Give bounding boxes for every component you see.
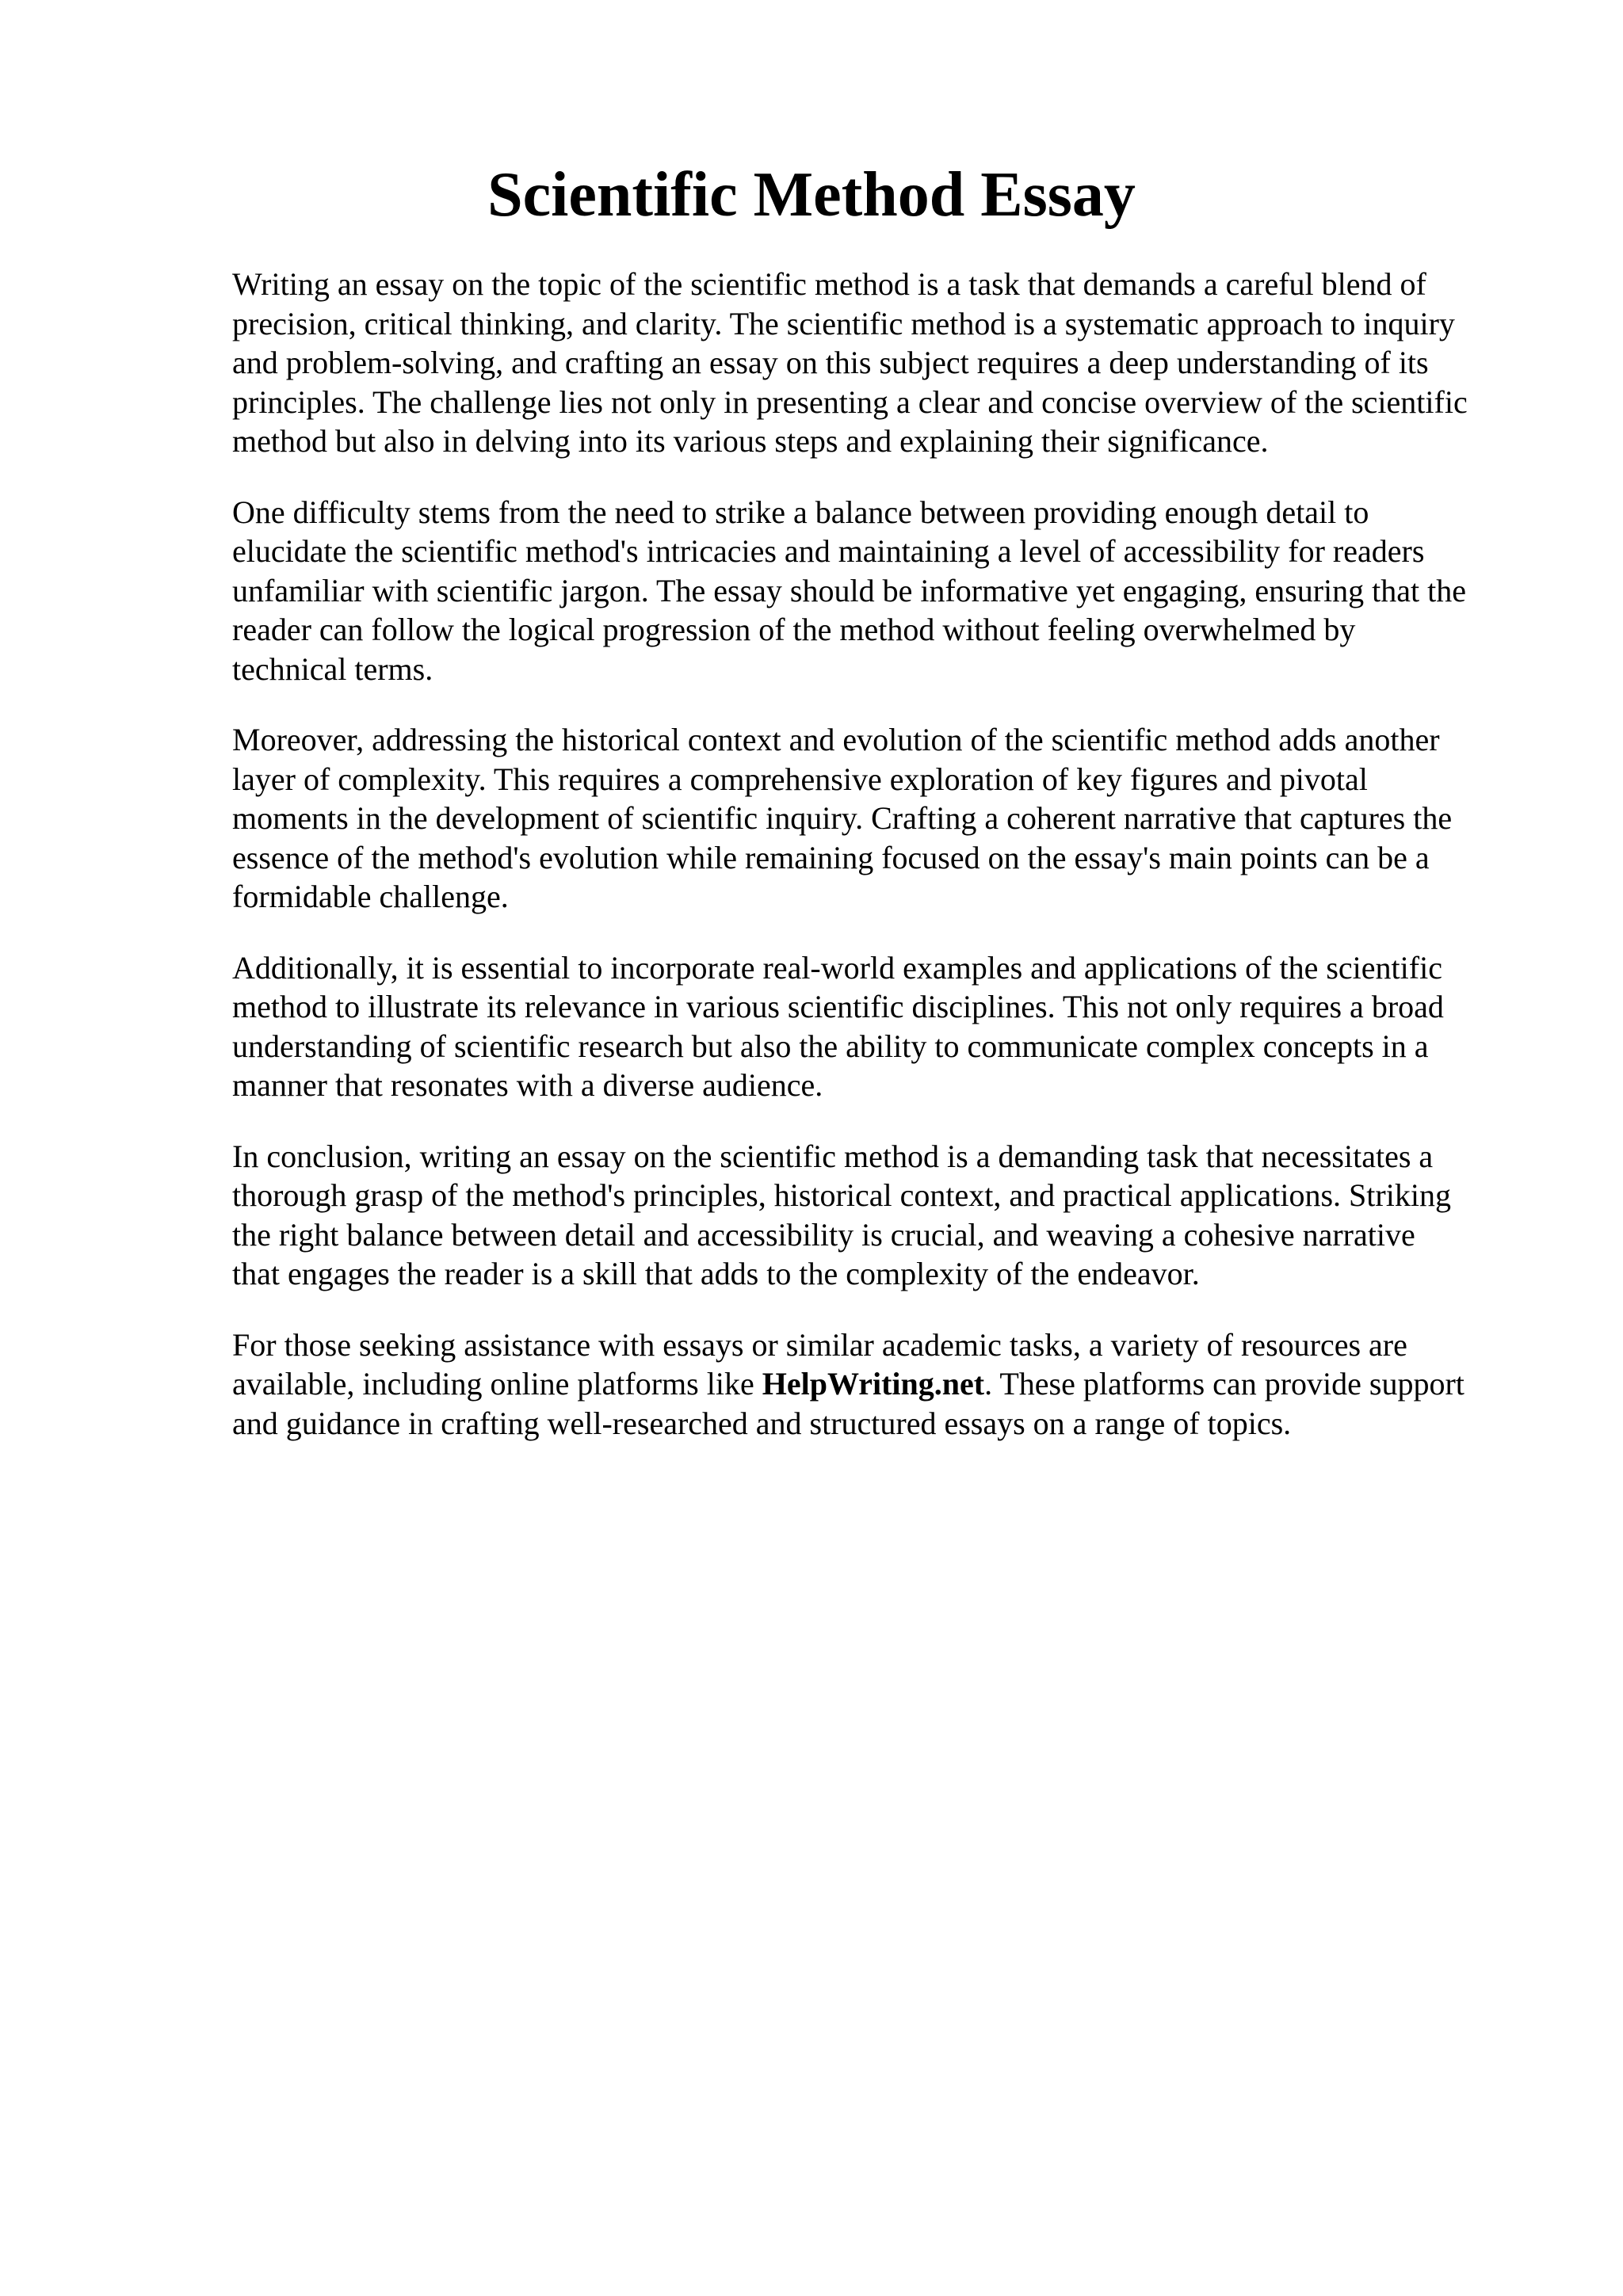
text-line: reader can follow the logical progression of the method without feeling overwhelmed by <box>232 612 1356 647</box>
text-line: For those seeking assistance with essays or similar academic tasks, a variety of resources are <box>232 1326 1407 1363</box>
text-line: principles. The challenge lies not only in presenting a clear and concise overview of the scientific <box>232 383 1468 420</box>
text-line: the right balance between detail and accessibility is crucial, and weaving a cohesive narrative <box>232 1216 1415 1253</box>
text-line-with-link <box>232 1364 1540 1404</box>
text-line: and problem-solving, and crafting an essay on this subject requires a deep understanding of its <box>232 345 1429 380</box>
text-line: precision, critical thinking, and clarity. The scientific method is a systematic approach to inquiry <box>232 305 1455 341</box>
text-line: Additionally, it is essential to incorporate real-world examples and applications of the scientific <box>232 949 1442 986</box>
text-line: manner that resonates with a diverse audience. <box>232 1067 823 1103</box>
closing-paragraph <box>232 1325 1540 1444</box>
paragraph-2 <box>232 493 1540 689</box>
paragraph-5 <box>232 1137 1540 1294</box>
text-line: Writing an essay on the topic of the scientific method is a task that demands a careful blend of <box>232 266 1426 302</box>
text-line: One difficulty stems from the need to strike a balance between providing enough detail to <box>232 494 1369 530</box>
text-line: and guidance in crafting well-researched and structured essays on a range of topics. <box>232 1405 1292 1441</box>
text-line: elucidate the scientific method's intricacies and maintaining a level of accessibility for readers <box>232 533 1425 569</box>
essay-body <box>232 265 1540 1474</box>
text-line: formidable challenge. <box>232 879 509 914</box>
text-segment: . These platforms can provide support <box>984 1366 1465 1402</box>
text-line: technical terms. <box>232 650 433 687</box>
paragraph-3 <box>232 720 1540 917</box>
text-line: unfamiliar with scientific jargon. The essay should be informative yet engaging, ensuring that the <box>232 572 1467 608</box>
text-line: layer of complexity. This requires a comprehensive exploration of key figures and pivotal <box>232 761 1368 797</box>
text-segment: available, including online platforms like <box>232 1366 762 1402</box>
text-line: Moreover, addressing the historical context and evolution of the scientific method adds another <box>232 722 1440 757</box>
text-line: In conclusion, writing an essay on the scientific method is a demanding task that necessitates a <box>232 1138 1434 1174</box>
text-line: method to illustrate its relevance in various scientific disciplines. This not only requires a broad <box>232 989 1444 1024</box>
paragraph-4 <box>232 948 1540 1105</box>
text-line: that engages the reader is a skill that adds to the complexity of the endeavor. <box>232 1256 1200 1291</box>
text-line: thorough grasp of the method's principles, historical context, and practical applications. Striking <box>232 1177 1451 1213</box>
text-line: moments in the development of scientific inquiry. Crafting a coherent narrative that captures the <box>232 800 1453 836</box>
text-line: essence of the method's evolution while remaining focused on the essay's main points can be a <box>232 839 1430 875</box>
paragraph-1 <box>232 265 1540 461</box>
helpwriting-link[interactable]: HelpWriting.net <box>762 1366 985 1402</box>
text-line: method but also in delving into its various steps and explaining their significance. <box>232 423 1269 459</box>
text-line: understanding of scientific research but also the ability to communicate complex concepts in a <box>232 1028 1429 1064</box>
page-title: Scientific Method Essay <box>487 160 1136 230</box>
